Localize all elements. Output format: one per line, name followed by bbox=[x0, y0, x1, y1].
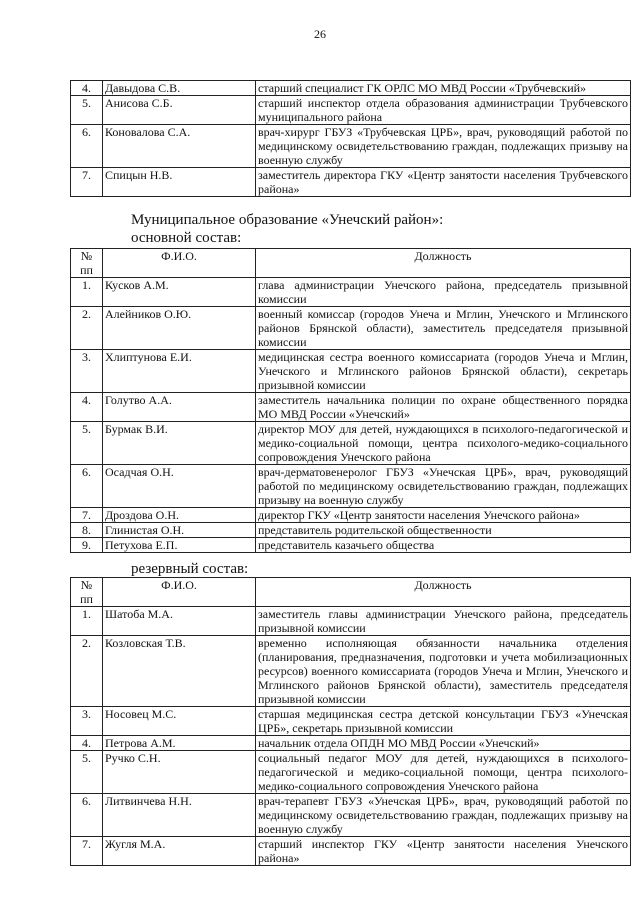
row-number: 7. bbox=[71, 837, 103, 866]
row-number: 4. bbox=[71, 81, 103, 96]
row-number: 2. bbox=[71, 307, 103, 350]
table-row bbox=[71, 707, 631, 736]
row-number: 3. bbox=[71, 707, 103, 736]
person-position: старший инспектор отдела образования администрации Трубчевского муниципального района bbox=[256, 96, 631, 125]
page-number: 26 bbox=[314, 27, 326, 41]
table-row bbox=[71, 393, 631, 422]
top-table bbox=[70, 80, 631, 197]
table-row bbox=[71, 81, 631, 96]
person-position: медицинская сестра военного комиссариата (городов Унеча и Мглин, Унечского и Мглинского районов Брянской области), секретарь призывной комиссии bbox=[256, 350, 631, 393]
header-name: Ф.И.О. bbox=[103, 578, 256, 607]
table-row bbox=[71, 837, 631, 866]
row-number: 7. bbox=[71, 508, 103, 523]
table-row bbox=[71, 523, 631, 538]
row-number: 5. bbox=[71, 96, 103, 125]
table-row bbox=[71, 736, 631, 751]
table-row bbox=[71, 465, 631, 508]
person-position: старший инспектор ГКУ «Центр занятости населения Унечского района» bbox=[256, 837, 631, 866]
person-name: Носовец М.С. bbox=[103, 707, 256, 736]
person-position: военный комиссар (городов Унеча и Мглин, Унечского и Мглинского районов Брянской области), заместитель председателя призывной комиссии bbox=[256, 307, 631, 350]
table-row bbox=[71, 307, 631, 350]
header-position: Должность bbox=[256, 578, 631, 607]
person-position: заместитель главы администрации Унечского района, председатель призывной комиссии bbox=[256, 607, 631, 636]
main-composition-label: основной состав: bbox=[131, 230, 242, 246]
person-position: представитель казачьего общества bbox=[256, 538, 631, 553]
person-position: глава администрации Унечского района, председатель призывной комиссии bbox=[256, 278, 631, 307]
header-num: № пп bbox=[71, 578, 103, 607]
person-position: заместитель начальника полиции по охране общественного порядка МО МВД России «Унечский» bbox=[256, 393, 631, 422]
person-name: Алейников О.Ю. bbox=[103, 307, 256, 350]
person-name: Хлиптунова Е.И. bbox=[103, 350, 256, 393]
person-position: заместитель директора ГКУ «Центр занятости населения Трубчевского района» bbox=[256, 168, 631, 197]
person-name: Дроздова О.Н. bbox=[103, 508, 256, 523]
row-number: 5. bbox=[71, 422, 103, 465]
header-position: Должность bbox=[256, 249, 631, 278]
row-number: 6. bbox=[71, 465, 103, 508]
person-position: директор МОУ для детей, нуждающихся в психолого-педагогической и медико-социальной помощи, центра психолого-медико-социального сопровождения Унечского района bbox=[256, 422, 631, 465]
table-row bbox=[71, 794, 631, 837]
table-row bbox=[71, 751, 631, 794]
table-row bbox=[71, 96, 631, 125]
table-row bbox=[71, 538, 631, 553]
table-row bbox=[71, 168, 631, 197]
row-number: 6. bbox=[71, 125, 103, 168]
person-name: Петухова Е.П. bbox=[103, 538, 256, 553]
table-row bbox=[71, 125, 631, 168]
row-number: 6. bbox=[71, 794, 103, 837]
person-position: врач-терапевт ГБУЗ «Унечская ЦРБ», врач, руководящий работой по медицинскому освидетельствованию граждан, подлежащих призыву на военную службу bbox=[256, 794, 631, 837]
person-position: представитель родительской общественности bbox=[256, 523, 631, 538]
row-number: 8. bbox=[71, 523, 103, 538]
header-name: Ф.И.О. bbox=[103, 249, 256, 278]
row-number: 7. bbox=[71, 168, 103, 197]
person-name: Шатоба М.А. bbox=[103, 607, 256, 636]
section-title: Муниципальное образование «Унечский район»: bbox=[131, 212, 444, 228]
person-name: Кусков А.М. bbox=[103, 278, 256, 307]
person-position: временно исполняющая обязанности начальника отделения (планирования, предназначения, подготовки и учета мобилизационных ресурсов) военного комиссариата (городов Унеча и Мглин, Унечского и Мглинского районов Брянской области), заместитель председателя призывной комиссии bbox=[256, 636, 631, 707]
person-position: врач-дерматовенеролог ГБУЗ «Унечская ЦРБ», врач, руководящий работой по медицинскому освидетельствованию граждан, подлежащих призыву на военную службу bbox=[256, 465, 631, 508]
table-row bbox=[71, 278, 631, 307]
person-name: Осадчая О.Н. bbox=[103, 465, 256, 508]
person-name: Козловская Т.В. bbox=[103, 636, 256, 707]
table-header-row bbox=[71, 249, 631, 278]
person-position: социальный педагог МОУ для детей, нуждающихся в психолого-педагогической и медико-социальной помощи, центра психолого-медико-социального сопровождения Унечского района bbox=[256, 751, 631, 794]
person-position: директор ГКУ «Центр занятости населения Унечского района» bbox=[256, 508, 631, 523]
row-number: 1. bbox=[71, 278, 103, 307]
row-number: 3. bbox=[71, 350, 103, 393]
table-row bbox=[71, 508, 631, 523]
table-header-row bbox=[71, 578, 631, 607]
header-num: № пп bbox=[71, 249, 103, 278]
person-position: старшая медицинская сестра детской консультации ГБУЗ «Унечская ЦРБ», секретарь призывной комиссии bbox=[256, 707, 631, 736]
person-name: Петрова А.М. bbox=[103, 736, 256, 751]
row-number: 1. bbox=[71, 607, 103, 636]
row-number: 9. bbox=[71, 538, 103, 553]
person-name: Литвинчева Н.Н. bbox=[103, 794, 256, 837]
reserve-composition-label: резервный состав: bbox=[131, 561, 249, 577]
main-table bbox=[70, 248, 631, 553]
row-number: 5. bbox=[71, 751, 103, 794]
table-row bbox=[71, 636, 631, 707]
person-name: Жугля М.А. bbox=[103, 837, 256, 866]
reserve-table bbox=[70, 577, 631, 866]
person-name: Бурмак В.И. bbox=[103, 422, 256, 465]
person-position: старший специалист ГК ОРЛС МО МВД России «Трубчевский» bbox=[256, 81, 631, 96]
row-number: 4. bbox=[71, 736, 103, 751]
person-position: врач-хирург ГБУЗ «Трубчевская ЦРБ», врач, руководящий работой по медицинскому освидетельствованию граждан, подлежащих призыву на военную службу bbox=[256, 125, 631, 168]
person-name: Анисова С.Б. bbox=[103, 96, 256, 125]
person-name: Спицын Н.В. bbox=[103, 168, 256, 197]
person-position: начальник отдела ОПДН МО МВД России «Унечский» bbox=[256, 736, 631, 751]
table-row bbox=[71, 350, 631, 393]
table-row bbox=[71, 607, 631, 636]
table-row bbox=[71, 422, 631, 465]
row-number: 4. bbox=[71, 393, 103, 422]
person-name: Давыдова С.В. bbox=[103, 81, 256, 96]
person-name: Голутво А.А. bbox=[103, 393, 256, 422]
row-number: 2. bbox=[71, 636, 103, 707]
person-name: Глинистая О.Н. bbox=[103, 523, 256, 538]
person-name: Коновалова С.А. bbox=[103, 125, 256, 168]
person-name: Ручко С.Н. bbox=[103, 751, 256, 794]
